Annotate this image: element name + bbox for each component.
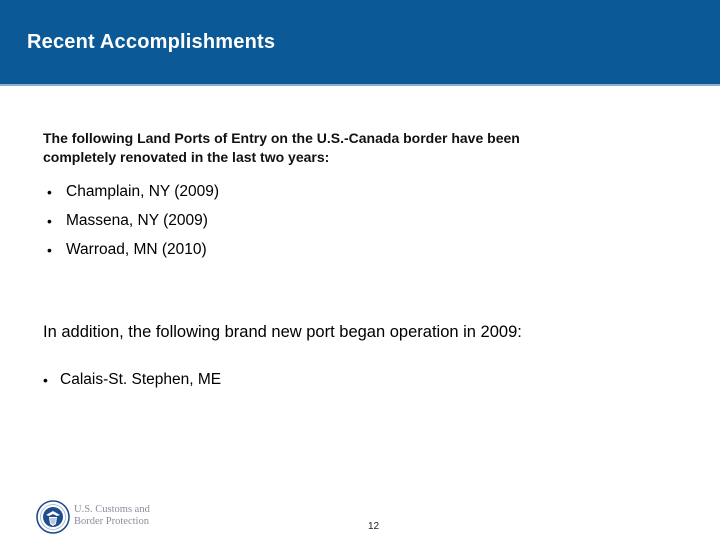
- logo-line-2: Border Protection: [74, 516, 149, 527]
- cbp-logo: [36, 500, 166, 536]
- port-label: Warroad, MN (2010): [66, 241, 207, 258]
- logo-text: [74, 504, 150, 528]
- slide-title: Recent Accomplishments: [27, 31, 276, 53]
- new-ports-list: [43, 371, 221, 389]
- renovated-ports-list: [43, 183, 219, 270]
- list-item: [43, 241, 219, 259]
- list-item: [43, 371, 221, 389]
- dhs-seal-icon: [36, 500, 70, 534]
- port-label: Champlain, NY (2009): [66, 183, 220, 200]
- intro-line-1: The following Land Ports of Entry on the U.S.-Canada border have been: [43, 130, 520, 146]
- addition-paragraph: In addition, the following brand new port began operation in 2009:: [43, 323, 522, 341]
- port-label: Massena, NY (2009): [66, 212, 208, 229]
- title-bar: [0, 0, 720, 86]
- port-label: Calais-St. Stephen, ME: [60, 371, 222, 388]
- intro-line-2: completely renovated in the last two years:: [43, 149, 330, 165]
- intro-paragraph: [43, 129, 683, 167]
- logo-line-1: U.S. Customs and: [74, 504, 150, 515]
- page-number: 12: [368, 521, 380, 532]
- list-item: [43, 183, 219, 201]
- bullet-icon: •: [47, 242, 52, 258]
- bullet-icon: •: [47, 213, 52, 229]
- list-item: [43, 212, 219, 230]
- bullet-icon: •: [47, 184, 52, 200]
- bullet-icon: •: [43, 372, 48, 388]
